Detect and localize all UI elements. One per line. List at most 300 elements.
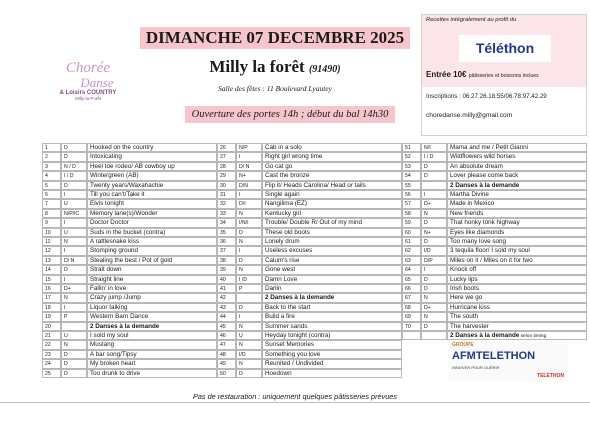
dance-number: 19 <box>42 312 61 321</box>
dance-title: Doctor Doctor <box>87 218 217 227</box>
dance-title: 2 Danses à la demande <box>447 181 587 190</box>
dance-level: I <box>61 218 87 227</box>
dance-level: N/P <box>236 143 262 152</box>
dance-title: Calum's rise <box>262 256 402 265</box>
dance-row <box>217 143 402 152</box>
dance-title: Memory lane(s)/Wonder <box>87 209 217 218</box>
dance-title: 2 Danses à la demande selon timing <box>447 331 587 340</box>
dance-number: 11 <box>42 237 61 246</box>
dance-number: 9 <box>42 218 61 227</box>
dance-number <box>402 331 421 340</box>
logo-line-a: Chorée <box>65 60 111 76</box>
dance-title: Flip it/ Heads Carolina/ Head or tails <box>262 181 402 190</box>
afm-title: AFMTELETHON <box>452 350 536 362</box>
entry-price-note: pâtisseries et boissons inclues <box>468 73 539 79</box>
dance-row <box>42 312 217 321</box>
dance-number: 3 <box>42 162 61 171</box>
dance-level: N <box>61 237 87 246</box>
dance-number: 40 <box>217 275 236 284</box>
dance-title: Liquor talking <box>87 303 217 312</box>
dance-number: 41 <box>217 284 236 293</box>
dance-level: I <box>236 312 262 321</box>
dance-number: 2 <box>42 152 61 161</box>
dance-row <box>402 228 587 237</box>
dance-level: N <box>236 340 262 349</box>
dance-level: N <box>236 237 262 246</box>
dance-title: An absolute dream <box>447 162 587 171</box>
dance-number: 70 <box>402 322 421 331</box>
dance-number: 13 <box>42 256 61 265</box>
dance-level: D <box>421 162 447 171</box>
telethon-logo: Téléthon <box>459 35 551 62</box>
dance-number: 32 <box>217 199 236 208</box>
dance-title: Strait down <box>87 265 217 274</box>
dance-title: Damn Love <box>262 275 402 284</box>
dance-title: The harvester <box>447 322 587 331</box>
dance-row <box>402 190 587 199</box>
event-town <box>140 57 410 80</box>
dance-number: 66 <box>402 284 421 293</box>
dance-number: 29 <box>217 171 236 180</box>
town-name: Milly la forêt <box>209 57 305 76</box>
dance-number: 55 <box>402 181 421 190</box>
dance-number: 34 <box>217 218 236 227</box>
dance-title: New friends <box>447 209 587 218</box>
event-date-title: DIMANCHE 07 DECEMBRE 2025 <box>140 27 410 49</box>
entry-price <box>426 70 586 79</box>
dance-row <box>217 190 402 199</box>
dance-title: Miles on it / Miles on it for two <box>447 256 587 265</box>
dance-title: Hurricane kiss <box>447 303 587 312</box>
dance-number: 60 <box>402 228 421 237</box>
dance-row <box>402 171 587 180</box>
dance-number: 69 <box>402 312 421 321</box>
dance-row <box>42 275 217 284</box>
dance-row <box>217 218 402 227</box>
dance-number: 7 <box>42 199 61 208</box>
dance-row <box>42 293 217 302</box>
dance-row <box>42 265 217 274</box>
dance-level: U <box>236 331 262 340</box>
dance-title: My broken heart <box>87 359 217 368</box>
dance-number: 42 <box>217 293 236 302</box>
dance-number: 8 <box>42 209 61 218</box>
dance-level: N <box>236 265 262 274</box>
logo-line-b: Danse <box>80 75 114 90</box>
dance-level: I <box>61 190 87 199</box>
dance-row <box>217 265 402 274</box>
dance-level <box>421 331 447 340</box>
dance-level: D <box>421 171 447 180</box>
dance-number: 56 <box>402 190 421 199</box>
dance-number: 21 <box>42 331 61 340</box>
dance-number: 53 <box>402 162 421 171</box>
dance-number: 57 <box>402 199 421 208</box>
dance-level: D <box>236 256 262 265</box>
dance-row <box>217 322 402 331</box>
dance-row <box>217 181 402 190</box>
dance-row <box>42 359 217 368</box>
dance-number: 49 <box>217 359 236 368</box>
dance-number: 47 <box>217 340 236 349</box>
dance-title: Western Barn Dance <box>87 312 217 321</box>
dance-row <box>402 181 587 190</box>
dance-row <box>217 331 402 340</box>
dance-level: D <box>236 228 262 237</box>
dance-title: Wildflowers wild horses <box>447 152 587 161</box>
dance-row <box>42 162 217 171</box>
dance-title: Darlin <box>262 284 402 293</box>
dance-number: 1 <box>42 143 61 152</box>
dance-row <box>42 218 217 227</box>
dance-number: 39 <box>217 265 236 274</box>
dance-number: 45 <box>217 322 236 331</box>
dance-number: 10 <box>42 228 61 237</box>
dance-number: 12 <box>42 246 61 255</box>
dance-row <box>402 152 587 161</box>
dance-row <box>402 284 587 293</box>
dance-title: Reunited / Undivided <box>262 359 402 368</box>
contact-email[interactable]: choredanse.milly@gmail.com <box>426 112 513 119</box>
dance-level: D <box>61 369 87 378</box>
dance-number: 38 <box>217 256 236 265</box>
dance-level: D/N <box>236 181 262 190</box>
dance-level: N <box>236 322 262 331</box>
dance-title: Hoedown <box>262 369 402 378</box>
dance-row <box>402 256 587 265</box>
dance-row <box>402 312 587 321</box>
dance-row <box>42 369 217 378</box>
dance-level: D+ <box>421 303 447 312</box>
dance-row <box>217 284 402 293</box>
dance-row <box>42 256 217 265</box>
dance-row <box>42 181 217 190</box>
dance-title: Kentucky girl <box>262 209 402 218</box>
dance-title: Wintergreen (AB) <box>87 171 217 180</box>
dance-title: Crazy jump /Jump <box>87 293 217 302</box>
dance-level: I <box>236 246 262 255</box>
dance-row <box>402 322 587 331</box>
dance-title: Single again <box>262 190 402 199</box>
dance-level: N <box>421 312 447 321</box>
dance-row <box>42 340 217 349</box>
dance-title: Lover please come back <box>447 171 587 180</box>
dance-number: 26 <box>217 143 236 152</box>
dance-title: Here we go <box>447 293 587 302</box>
dance-number: 62 <box>402 246 421 255</box>
dance-level: D <box>61 181 87 190</box>
dance-row <box>42 322 217 331</box>
dance-level: D <box>421 218 447 227</box>
dance-number: 23 <box>42 350 61 359</box>
dance-level: N <box>421 209 447 218</box>
dance-number: 50 <box>217 369 236 378</box>
dance-number: 5 <box>42 181 61 190</box>
dance-row <box>217 162 402 171</box>
dance-number: 63 <box>402 256 421 265</box>
dance-title: Till you can't/Take it <box>87 190 217 199</box>
dance-title: Back to the start <box>262 303 402 312</box>
dance-title: Suds in the bucket (contra) <box>87 228 217 237</box>
dance-level: D+ <box>421 199 447 208</box>
dance-title: Lonely drum <box>262 237 402 246</box>
dance-number: 14 <box>42 265 61 274</box>
info-panel <box>421 14 587 136</box>
dance-row <box>217 256 402 265</box>
dance-row <box>42 171 217 180</box>
dance-number: 17 <box>42 293 61 302</box>
dance-number: 44 <box>217 312 236 321</box>
dance-row <box>42 152 217 161</box>
dance-title: Eyes like diamonds <box>447 228 587 237</box>
dance-level: N <box>236 359 262 368</box>
dance-row <box>42 284 217 293</box>
dance-number: 31 <box>217 190 236 199</box>
dance-level <box>236 293 262 302</box>
afm-group-label: GROUPE <box>452 342 474 348</box>
dance-level: I/D <box>236 350 262 359</box>
dance-level: D+ <box>61 284 87 293</box>
dance-level: I <box>61 275 87 284</box>
registration-phones: Inscriptions : 06.27.26.18.55/06.78.97.42.29 <box>426 93 547 100</box>
logo-line-c: & Loisirs COUNTRY <box>59 90 117 96</box>
dance-level: I <box>236 152 262 161</box>
dance-title: Hooked on the country <box>87 143 217 152</box>
dance-number: 48 <box>217 350 236 359</box>
dance-title: A bar song/Tipsy <box>87 350 217 359</box>
dance-row <box>402 275 587 284</box>
dance-title: Mama and me / Petit Gianni <box>447 143 587 152</box>
dance-number: 28 <box>217 162 236 171</box>
dance-title: A rattlesnake kiss <box>87 237 217 246</box>
dance-row <box>42 199 217 208</box>
dance-level: I /D <box>236 275 262 284</box>
dance-title: Sunset Memories <box>262 340 402 349</box>
dance-level: N/P/IC <box>61 209 87 218</box>
afm-subtitle: INNOVER POUR GUÉRIR <box>452 365 500 370</box>
dance-row <box>402 218 587 227</box>
dance-number: 25 <box>42 369 61 378</box>
dance-row <box>42 237 217 246</box>
dance-number: 58 <box>402 209 421 218</box>
dance-number: 18 <box>42 303 61 312</box>
dance-number: 30 <box>217 181 236 190</box>
dance-level: N <box>61 340 87 349</box>
dance-title: That honky tonk highway <box>447 218 587 227</box>
dance-row <box>217 350 402 359</box>
dance-level: N <box>421 293 447 302</box>
dance-title: 2 Danses à la demande <box>87 322 217 331</box>
dance-row <box>217 152 402 161</box>
dance-title: Cab in a solo <box>262 143 402 152</box>
dance-row <box>402 143 587 152</box>
dance-title: Made in Mexico <box>447 199 587 208</box>
dance-number: 16 <box>42 284 61 293</box>
entry-price-value: Entrée 10€ <box>426 70 467 79</box>
dance-number: 15 <box>42 275 61 284</box>
dance-number: 27 <box>217 152 236 161</box>
dance-row <box>42 228 217 237</box>
dance-level: U <box>61 228 87 237</box>
dance-level: P <box>61 312 87 321</box>
dance-level: I <box>61 303 87 312</box>
dance-row <box>217 359 402 368</box>
dance-row <box>217 303 402 312</box>
dance-title: 3 tequila floor/ I sold my soul <box>447 246 587 255</box>
dance-number: 24 <box>42 359 61 368</box>
dance-title: Twenty years/Waxahachie <box>87 181 217 190</box>
dance-number: 4 <box>42 171 61 180</box>
dance-level: D <box>61 350 87 359</box>
dance-number: 61 <box>402 237 421 246</box>
dance-number: 33 <box>217 209 236 218</box>
dance-title: Go cat go <box>262 162 402 171</box>
dance-row <box>217 171 402 180</box>
dance-number: 59 <box>402 218 421 227</box>
dance-level <box>61 322 87 331</box>
dance-title: Irish boots <box>447 284 587 293</box>
dance-level: N+ <box>421 228 447 237</box>
dance-level: U <box>61 331 87 340</box>
dance-level: D <box>61 265 87 274</box>
dance-title: Too many love song <box>447 237 587 246</box>
dance-row <box>42 143 217 152</box>
dance-level: N <box>236 209 262 218</box>
dance-level: D/ N <box>236 162 262 171</box>
dance-title: Too drunk to drive <box>87 369 217 378</box>
dance-title: Elvis tonight <box>87 199 217 208</box>
dance-level: I/N/I <box>236 218 262 227</box>
dance-number: 6 <box>42 190 61 199</box>
dance-level: D/ N <box>61 256 87 265</box>
dance-title: Gone west <box>262 265 402 274</box>
dance-title: Martha Divine <box>447 190 587 199</box>
dance-level: D <box>421 284 447 293</box>
dance-row <box>217 275 402 284</box>
dance-row <box>217 237 402 246</box>
dance-level: I <box>421 265 447 274</box>
town-postcode: (91490) <box>308 64 341 75</box>
dance-title: Fallin' in love <box>87 284 217 293</box>
dance-title: Stomping ground <box>87 246 217 255</box>
dance-title: Lucky lips <box>447 275 587 284</box>
dance-level: D <box>421 322 447 331</box>
dance-title: 2 Danses à la demande <box>262 293 402 302</box>
dance-title: Intoxicating <box>87 152 217 161</box>
dance-level: D <box>61 359 87 368</box>
dance-title: Stealing the best / Pot of gold <box>87 256 217 265</box>
dance-row <box>42 209 217 218</box>
dance-level: U <box>61 199 87 208</box>
dance-row <box>42 331 217 340</box>
dance-title: Build a fire <box>262 312 402 321</box>
dance-level: D <box>236 369 262 378</box>
dance-row <box>217 312 402 321</box>
dance-row <box>42 303 217 312</box>
dance-row <box>402 303 587 312</box>
dance-row <box>402 199 587 208</box>
dance-title: Knock off <box>447 265 587 274</box>
dance-level: D/P <box>421 256 447 265</box>
dance-level: P <box>236 284 262 293</box>
dance-number: 52 <box>402 152 421 161</box>
afm-telethon-logo <box>448 341 568 381</box>
dance-number: 54 <box>402 171 421 180</box>
dance-row <box>217 340 402 349</box>
dance-level: D <box>421 275 447 284</box>
dance-number: 68 <box>402 303 421 312</box>
dance-title: Cast the bronze <box>262 171 402 180</box>
dance-number: 65 <box>402 275 421 284</box>
dance-row <box>217 246 402 255</box>
dance-number: 43 <box>217 303 236 312</box>
afm-tag: TELETHON <box>537 373 564 379</box>
dance-level: I/D <box>421 246 447 255</box>
dance-row <box>217 228 402 237</box>
dance-title: Trouble/ Double R/ Out of my mind <box>262 218 402 227</box>
dance-level: D <box>61 143 87 152</box>
logo-line-d: Milly-la-Forêt <box>74 96 101 101</box>
dance-title: Heyday tonight (contra) <box>262 331 402 340</box>
dance-row <box>402 237 587 246</box>
dance-row <box>402 162 587 171</box>
dance-title: I sold my soul <box>87 331 217 340</box>
dance-row <box>217 293 402 302</box>
dance-title: These old boots <box>262 228 402 237</box>
dance-row <box>217 209 402 218</box>
venue-address: Salle des fêtes : 11 Boulevard Lyautey <box>218 84 332 93</box>
dance-level: I <box>236 190 262 199</box>
dance-number: 46 <box>217 331 236 340</box>
club-logo <box>38 60 138 120</box>
dance-number: 64 <box>402 265 421 274</box>
dance-level: I <box>61 246 87 255</box>
dance-row <box>217 369 402 378</box>
dance-level: D <box>236 303 262 312</box>
dance-title: Useless excuses <box>262 246 402 255</box>
dance-row <box>42 246 217 255</box>
dance-number: 20 <box>42 322 61 331</box>
beneficiary-note: Recettes intégralement au profit du <box>426 17 517 23</box>
dance-row <box>42 350 217 359</box>
dance-row <box>402 209 587 218</box>
dance-number: 51 <box>402 143 421 152</box>
dance-level: I / D <box>61 171 87 180</box>
dance-title: Mustang <box>87 340 217 349</box>
dance-row <box>402 265 587 274</box>
dance-number: 36 <box>217 237 236 246</box>
dance-level <box>421 181 447 190</box>
dance-level: N / D <box>61 162 87 171</box>
dance-number: 67 <box>402 293 421 302</box>
footer-divider <box>0 402 590 403</box>
dance-title-note: selon timing <box>519 334 547 339</box>
dance-number: 22 <box>42 340 61 349</box>
dance-row <box>402 293 587 302</box>
dance-title: Summer sands <box>262 322 402 331</box>
dance-number: 37 <box>217 246 236 255</box>
food-notice: Pas de restauration : uniquement quelques pâtisseries prévues <box>192 392 398 401</box>
dance-row <box>402 331 587 340</box>
dance-title: Right girl wrong time <box>262 152 402 161</box>
dance-level: D <box>421 237 447 246</box>
dance-row <box>42 190 217 199</box>
dance-level: D <box>61 152 87 161</box>
dance-level: D/I <box>236 199 262 208</box>
dance-level: I <box>421 190 447 199</box>
dance-row <box>217 199 402 208</box>
dance-title: The south <box>447 312 587 321</box>
